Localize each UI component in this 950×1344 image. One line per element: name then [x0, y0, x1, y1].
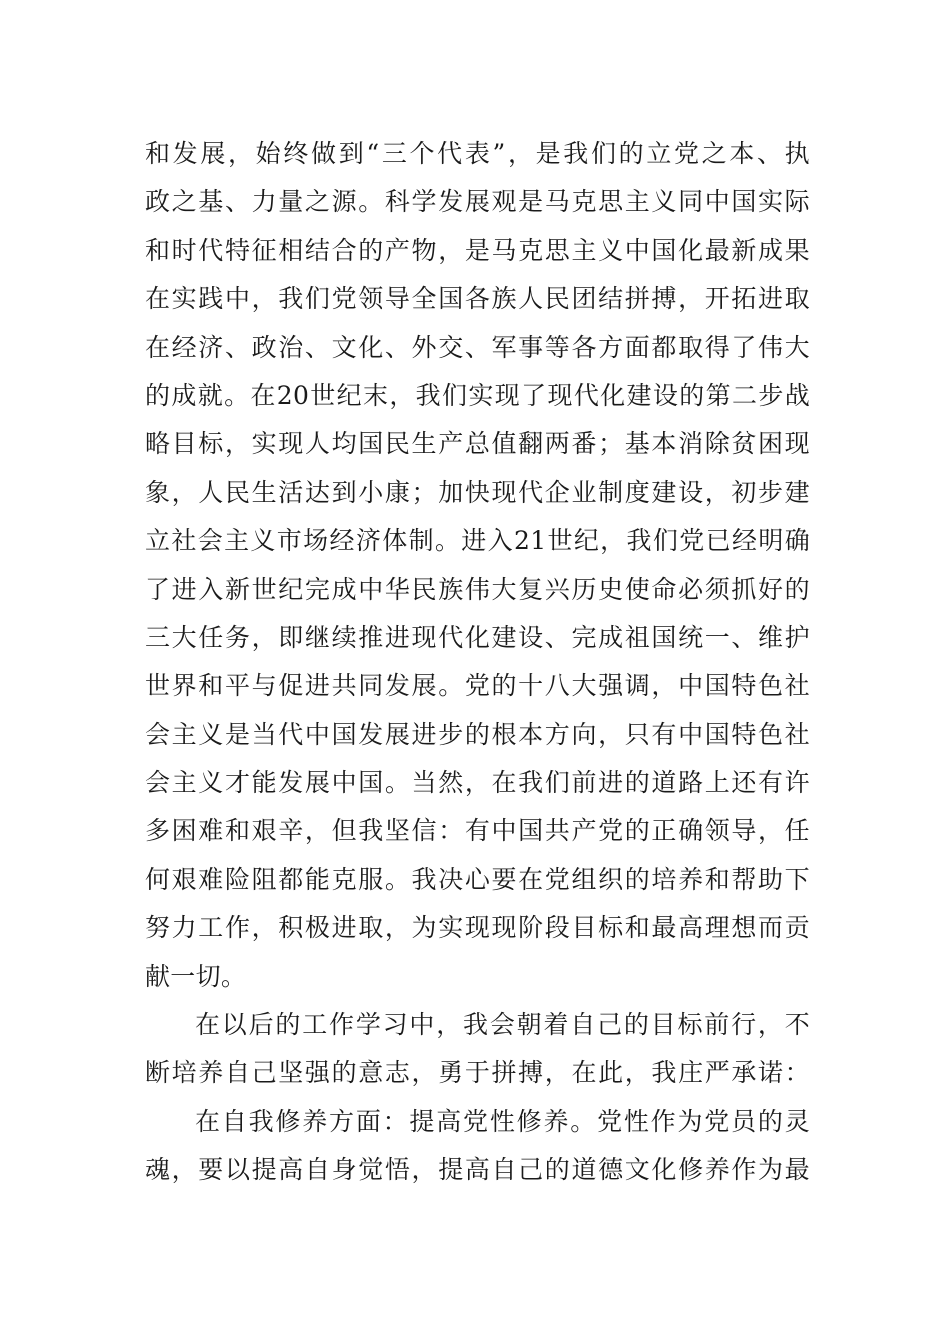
text-line: 在经济、政治、文化、外交、军事等各方面都取得了伟大 [145, 332, 810, 362]
paragraph-start-line: 在以后的工作学习中，我会朝着自己的目标前行，不 [195, 1010, 810, 1040]
text-line: 多困难和艰辛，但我坚信：有中国共产党的正确领导，任 [145, 816, 810, 846]
text-line: 象，人民生活达到小康；加快现代企业制度建设，初步建 [145, 477, 810, 507]
text-line: 的成就。在20世纪末，我们实现了现代化建设的第二步战 [145, 380, 810, 410]
text-line: 会主义是当代中国发展进步的根本方向，只有中国特色社 [145, 719, 810, 749]
text-line: 断培养自己坚强的意志，勇于拼搏，在此，我庄严承诺： [145, 1058, 810, 1088]
text-line: 魂，要以提高自身觉悟，提高自己的道德文化修养作为最 [145, 1155, 810, 1185]
text-line: 略目标，实现人均国民生产总值翻两番；基本消除贫困现 [145, 429, 810, 459]
text-line: 世界和平与促进共同发展。党的十八大强调，中国特色社 [145, 671, 810, 701]
text-line: 努力工作，积极进取，为实现现阶段目标和最高理想而贡 [145, 913, 810, 943]
text-line: 在实践中，我们党领导全国各族人民团结拼搏，开拓进取 [145, 284, 810, 314]
text-line: 会主义才能发展中国。当然，在我们前进的道路上还有许 [145, 768, 810, 798]
paragraph-start-line: 在自我修养方面：提高党性修养。党性作为党员的灵 [195, 1106, 810, 1136]
text-line: 和发展，始终做到“三个代表”，是我们的立党之本、执 [145, 139, 810, 168]
paragraph-end-line: 献一切。 [145, 961, 247, 991]
text-line: 三大任务，即继续推进现代化建设、完成祖国统一、维护 [145, 622, 810, 652]
text-line: 何艰难险阻都能克服。我决心要在党组织的培养和帮助下 [145, 864, 810, 894]
text-line: 立社会主义市场经济体制。进入21世纪，我们党已经明确 [145, 526, 810, 556]
text-line: 了进入新世纪完成中华民族伟大复兴历史使命必须抓好的 [145, 574, 810, 604]
text-line: 和时代特征相结合的产物，是马克思主义中国化最新成果 [145, 235, 810, 265]
body-text [145, 130, 810, 1195]
text-line: 政之基、力量之源。科学发展观是马克思主义同中国实际 [145, 187, 810, 217]
